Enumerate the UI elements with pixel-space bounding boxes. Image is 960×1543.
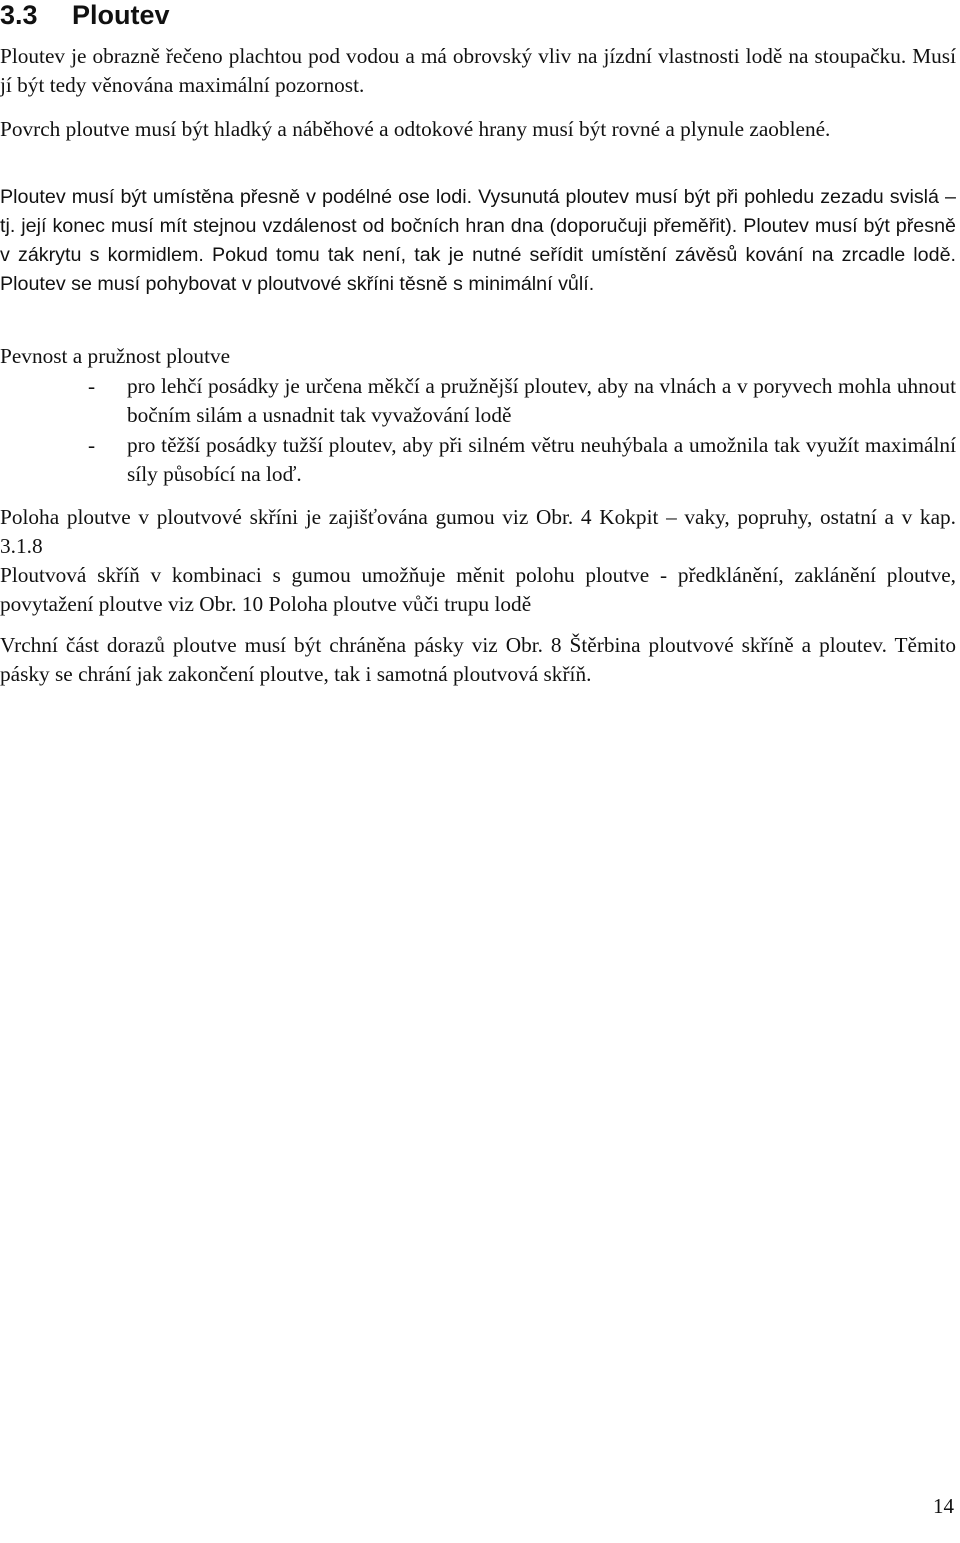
section-heading — [0, 0, 170, 30]
paragraph-intro: Ploutev je obrazně řečeno plachtou pod vodou a má obrovský vliv na jízdní vlastnosti lodě na stoupačku. Musí jí být tedy věnována maximální pozornost. — [0, 44, 956, 97]
list-item — [88, 372, 956, 430]
paragraph-stops: Vrchní část dorazů ploutve musí být chráněna pásky viz Obr. 8 Štěrbina ploutvové skříně a ploutev. Těmito pásky se chrání jak zakončení ploutve, tak i samotná ploutvová skříň. — [0, 633, 956, 686]
section-number: 3.3 — [0, 0, 38, 30]
paragraph-strength-heading: Pevnost a pružnost ploutve — [0, 344, 231, 368]
paragraph-placement: Ploutev musí být umístěna přesně v podélné ose lodi. Vysunutá ploutev musí být při pohledu zezadu svislá – tj. její konec musí mít stejnou vzdálenost od bočních hran dna (doporučuji přeměřit). Ploutev musí být přesně v zákrytu s kormidlem. Pokud tomu tak není, tak je nutné seřídit umístění závěsů kování na zrcadle lodě. Ploutev se musí pohybovat v ploutvové skříni těsně s minimální vůlí. — [0, 186, 956, 295]
paragraph-position: Poloha ploutve v ploutvové skříni je zajišťována gumou viz Obr. 4 Kokpit – vaky, popruhy, ostatní a v kap. 3.1.8 — [0, 505, 956, 558]
paragraph-surface: Povrch ploutve musí být hladký a náběhové a odtokové hrany musí být rovné a plynule zaoblené. — [0, 117, 831, 141]
list-item — [88, 431, 956, 489]
list-dash: - — [88, 433, 96, 457]
section-title: Ploutev — [72, 0, 170, 30]
list-item-text: pro lehčí posádky je určena měkčí a pružnější ploutev, aby na vlnách a v poryvech mohla uhnout bočním silám a usnadnit tak vyvažování lodě — [127, 374, 956, 427]
list-dash: - — [88, 374, 96, 398]
page-number: 14 — [933, 1494, 954, 1518]
list-item-text: pro těžší posádky tužší ploutev, aby při silném větru neuhýbala a umožnila tak využít maximální síly působící na loď. — [127, 433, 956, 486]
paragraph-box: Ploutvová skříň v kombinaci s gumou umožňuje měnit polohu ploutve - předklánění, zaklánění ploutve, povytažení ploutve viz Obr. 10 Poloha ploutve vůči trupu lodě — [0, 563, 956, 616]
